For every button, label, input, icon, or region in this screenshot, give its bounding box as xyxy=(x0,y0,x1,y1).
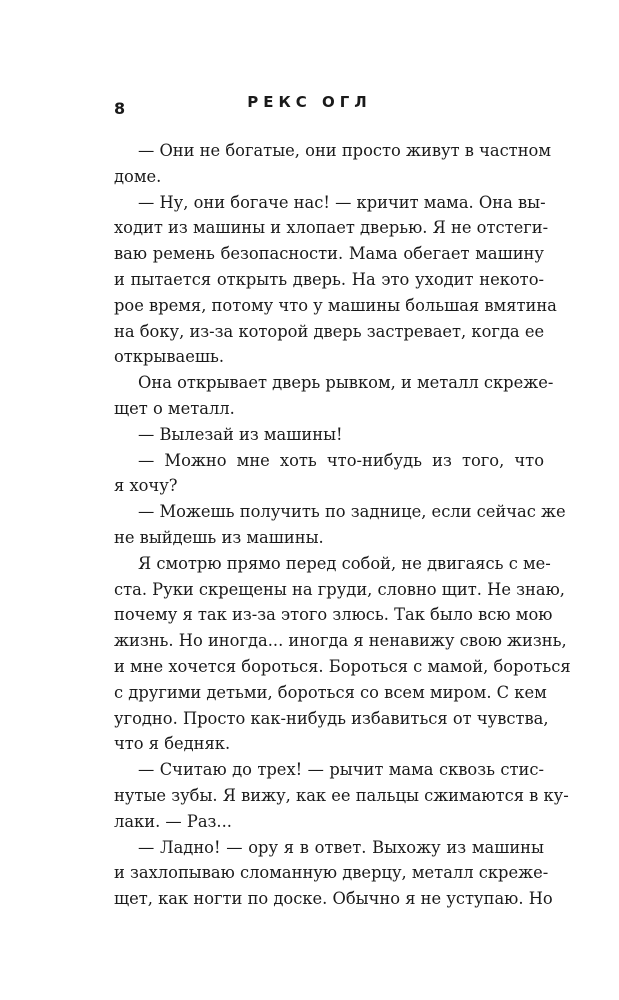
text-line: Я смотрю прямо перед собой, не двигаясь с ме- xyxy=(138,553,551,573)
text-line: не выйдешь из машины. xyxy=(114,527,324,547)
text-line: лаки. — Раз... xyxy=(114,811,232,831)
text-line: — Ладно! — ору я в ответ. Выхожу из машины xyxy=(138,837,544,857)
text-line: с другими детьми, бороться со всем миром. С кем xyxy=(114,682,547,702)
text-line: щет, как ногти по доске. Обычно я не уступаю. Но xyxy=(114,889,553,909)
text-line: щет о металл. xyxy=(114,398,235,418)
text-line: рое время, потому что у машины большая вмятина xyxy=(114,295,557,315)
text-line: доме. xyxy=(114,166,162,186)
body-text xyxy=(114,138,571,912)
text-line: угодно. Просто как-нибудь избавиться от чувства, xyxy=(114,708,549,728)
text-line: на боку, из-за которой дверь застревает, когда ее xyxy=(114,321,545,341)
text-line: ваю ремень безопасности. Мама обегает машину xyxy=(114,244,544,264)
text-line: — Считаю до трех! — рычит мама сквозь стис- xyxy=(138,760,544,780)
text-line: ходит из машины и хлопает дверью. Я не отстеги- xyxy=(114,218,549,238)
text-line: нутые зубы. Я вижу, как ее пальцы сжимаются в ку- xyxy=(114,785,569,805)
text-line: — Ну, они богаче нас! — кричит мама. Она вы- xyxy=(138,192,546,212)
running-head: РЕКС ОГЛ xyxy=(247,93,372,111)
text-line: — Вылезай из машины! xyxy=(138,424,343,444)
text-line: открываешь. xyxy=(114,347,225,367)
text-line: ста. Руки скрещены на груди, словно щит. Не знаю, xyxy=(114,579,565,599)
page-number: 8 xyxy=(114,99,127,118)
text-line: и мне хочется бороться. Бороться с мамой, бороться xyxy=(114,656,571,676)
text-line: — Можно мне хоть что-нибудь из того, что xyxy=(138,450,544,470)
text-line: почему я так из-за этого злюсь. Так было всю мою xyxy=(114,605,553,625)
text-line: Она открывает дверь рывком, и металл скреже- xyxy=(138,373,554,393)
text-line: и пытается открыть дверь. На это уходит некото- xyxy=(114,269,544,289)
text-line: и захлопываю сломанную дверцу, металл скреже- xyxy=(114,863,549,883)
text-line: — Они не богатые, они просто живут в частном xyxy=(138,141,552,160)
text-line: — Можешь получить по заднице, если сейчас же xyxy=(138,502,566,522)
text-line: жизнь. Но иногда... иногда я ненавижу свою жизнь, xyxy=(114,631,567,651)
text-line: я хочу? xyxy=(114,476,178,496)
text-line: что я бедняк. xyxy=(114,734,231,754)
